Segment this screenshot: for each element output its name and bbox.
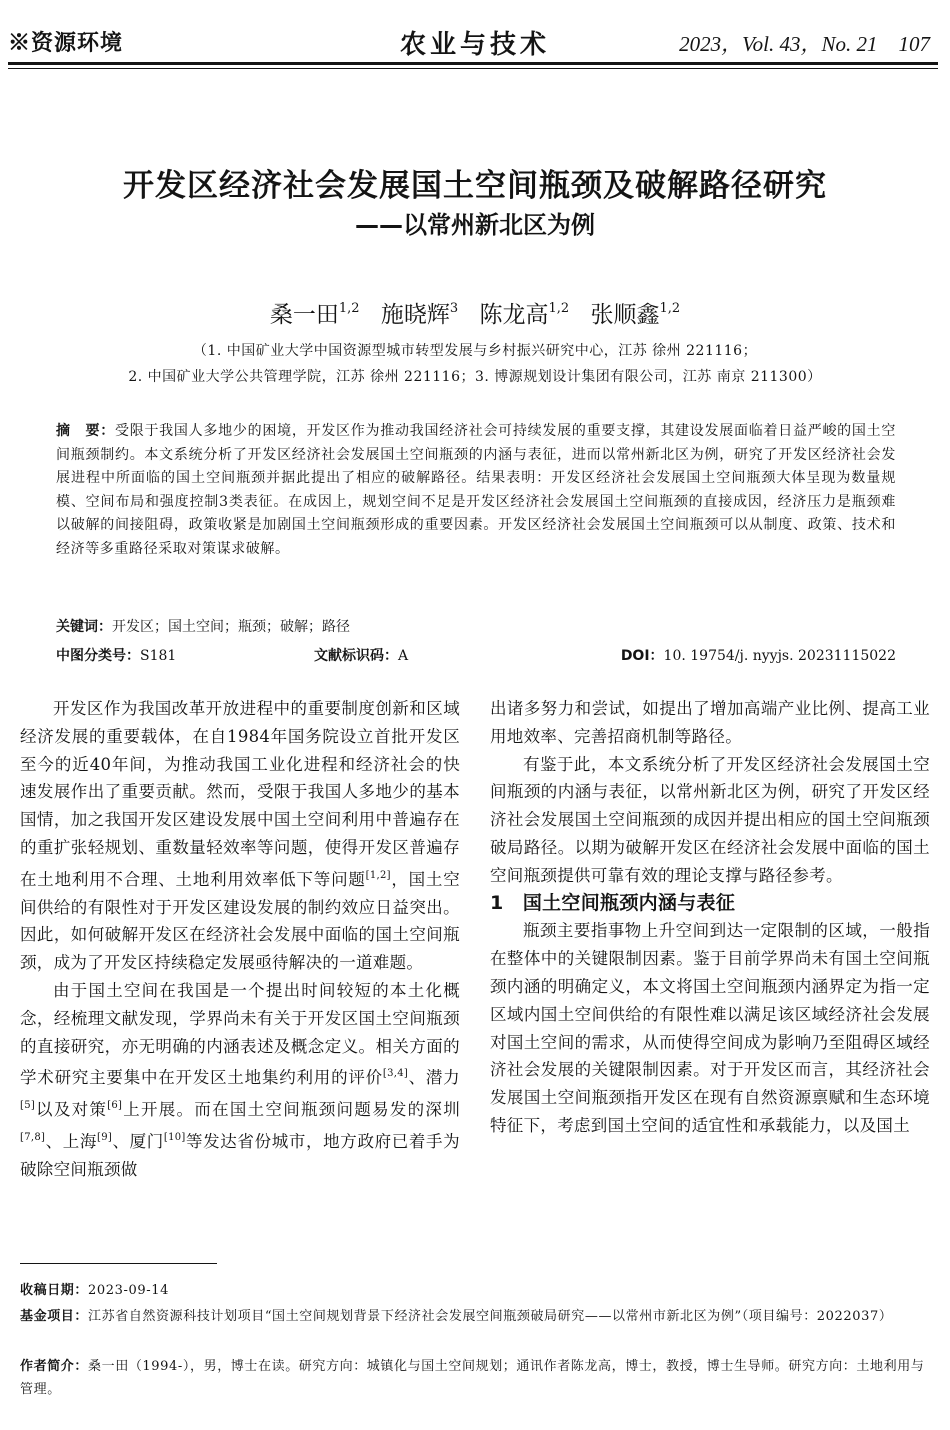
doi[interactable]: DOI：10. 19754/j. nyyjs. 20231115022: [620, 648, 896, 664]
section-heading: 1 国土空间瓶颈内涵与表征: [490, 891, 736, 914]
header-rule-thick: [8, 62, 938, 65]
author: 陈龙高$^{1,2}$: [479, 301, 570, 328]
body-column-left: [20, 695, 460, 1184]
fund-info: 基金项目：江苏省自然资源科技计划项目“国土空间规划背景下经济社会发展空间瓶颈破局研究——以常州市新北区为例”（项目编号：2022037）: [20, 1309, 893, 1324]
citation[interactable]: [5]: [20, 1100, 36, 1112]
document-code: 文献标识码：A: [314, 648, 409, 664]
keywords-label: 关键词：: [56, 619, 112, 635]
author: 施晓辉$^3$: [380, 301, 459, 328]
issue-volume: 2023，Vol. 43，No. 21: [679, 32, 878, 56]
citation[interactable]: [9]: [97, 1131, 113, 1143]
affiliation-line-2: 2. 中国矿业大学公共管理学院，江苏 徐州 221116；3. 博源规划设计集团有限公司，江苏 南京 211300）: [128, 369, 822, 385]
page-number: 107: [898, 32, 930, 56]
affiliation-line-1: （1. 中国矿业大学中国资源型城市转型发展与乡村振兴研究中心，江苏 徐州 221116；: [192, 343, 758, 359]
article-subtitle: ——以常州新北区为例: [355, 211, 595, 239]
keywords-text: 开发区；国土空间；瓶颈；破解；路径: [112, 619, 350, 635]
paragraph: 开发区作为我国改革开放进程中的重要制度创新和区域经济发展的重要载体，在自1984年国务院设立首批开发区至今的近40年间，为推动我国工业化进程和经济社会的快速发展作出了重要贡献。然而，受限于我国人多地少的基本国情，加之我国开发区建设发展中国土空间利用中普遍存在的重扩张轻规划、重数量轻效率等问题，使得开发区普遍存在土地利用不合理、土地利用效率低下等问题[1,2]，国土空间供给的有限性对于开发区建设发展的制约效应日益突出。因此，如何破解开发区在经济社会发展中面临的国土空间瓶颈，成为了开发区持续稳定发展亟待解决的一道难题。: [20, 699, 461, 973]
paragraph: 出诸多努力和尝试，如提出了增加高端产业比例、提高工业用地效率、完善招商机制等路径。: [490, 699, 930, 746]
paragraph: 有鉴于此，本文系统分析了开发区经济社会发展国土空间瓶颈的内涵与表征，以常州新北区为例，研究了开发区经济社会发展国土空间瓶颈的成因并提出相应的国土空间瓶颈破局路径。以期为破解开发区在经济社会发展中面临的国土空间瓶颈提供可靠有效的理论支撑与路径参考。: [490, 754, 930, 885]
abstract: [56, 420, 896, 561]
author: 张顺鑫$^{1,2}$: [590, 301, 681, 328]
citation[interactable]: [10]: [163, 1131, 186, 1143]
citation[interactable]: [7,8]: [20, 1131, 46, 1143]
paragraph: 瓶颈主要指事物上升空间到达一定限制的区域，一般指在整体中的关键限制因素。鉴于目前学界尚未有国土空间瓶颈内涵的明确定义，本文将国土空间瓶颈内涵界定为指一定区域内国土空间供给的有限性难以满足该区域经济社会发展对国土空间的需求，从而使得空间成为影响乃至阻碍区域经济社会发展的关键限制因素。对于开发区而言，其经济社会发展国土空间瓶颈指开发区在现有自然资源禀赋和生态环境特征下，考虑到国土空间的适宜性和承载能力，以及国土: [490, 921, 930, 1135]
abstract-text: 受限于我国人多地少的困境，开发区作为推动我国经济社会可持续发展的重要支撑，其建设发展面临着日益严峻的国土空间瓶颈制约。本文系统分析了开发区经济社会发展国土空间瓶颈的内涵与表征，进而以常州新北区为例，研究了开发区经济社会发展进程中所面临的国土空间瓶颈并据此提出了相应的破解路径。结果表明：开发区经济社会发展国土空间瓶颈大体呈现为数量规模、空间布局和强度控制3类表征。在成因上，规划空间不足是开发区经济社会发展国土空间瓶颈的直接成因，经济压力是瓶颈难以破解的间接阻碍，政策收紧是加剧国土空间瓶颈形成的重要因素。开发区经济社会发展国土空间瓶颈可以从制度、政策、技术和经济等多重路径采取对策谋求破解。: [56, 423, 897, 557]
footnote-rule: [20, 1263, 217, 1264]
author: 桑一田$^{1,2}$: [269, 301, 360, 328]
author-list: [0, 296, 950, 329]
abstract-label: 摘 要：: [56, 423, 115, 439]
author-bio: 作者简介：桑一田（1994-），男，博士在读。研究方向：城镇化与国土空间规划；通讯作者陈龙高，博士，教授，博士生导师。研究方向：土地利用与管理。: [20, 1359, 925, 1397]
journal-name: 农业与技术: [399, 30, 550, 60]
citation[interactable]: [6]: [107, 1100, 123, 1112]
section-label: ※资源环境: [8, 30, 124, 56]
body-column-right: [490, 695, 930, 1140]
issue-info: [679, 28, 930, 58]
keywords: [56, 616, 350, 636]
paragraph: 由于国土空间在我国是一个提出时间较短的本土化概念，经梳理文献发现，学界尚未有关于开发区国土空间瓶颈的直接研究，亦无明确的内涵表述及概念定义。相关方面的学术研究主要集中在开发区土地集约利用的评价[3,4]、潜力[5]以及对策[6]上开展。而在国土空间瓶颈问题易发的深圳[7,8]、上海[9]、厦门[10]等发达省份城市，地方政府已着手为破除空间瓶颈做: [20, 980, 461, 1179]
citation[interactable]: [3,4]: [382, 1068, 409, 1080]
clc-number: 中图分类号：S181: [56, 648, 177, 664]
article-title: 开发区经济社会发展国土空间瓶颈及破解路径研究: [123, 168, 827, 204]
header-rule-thin: [8, 68, 938, 69]
received-date: 收稿日期：2023-09-14: [20, 1283, 169, 1298]
citation[interactable]: [1,2]: [365, 869, 391, 881]
